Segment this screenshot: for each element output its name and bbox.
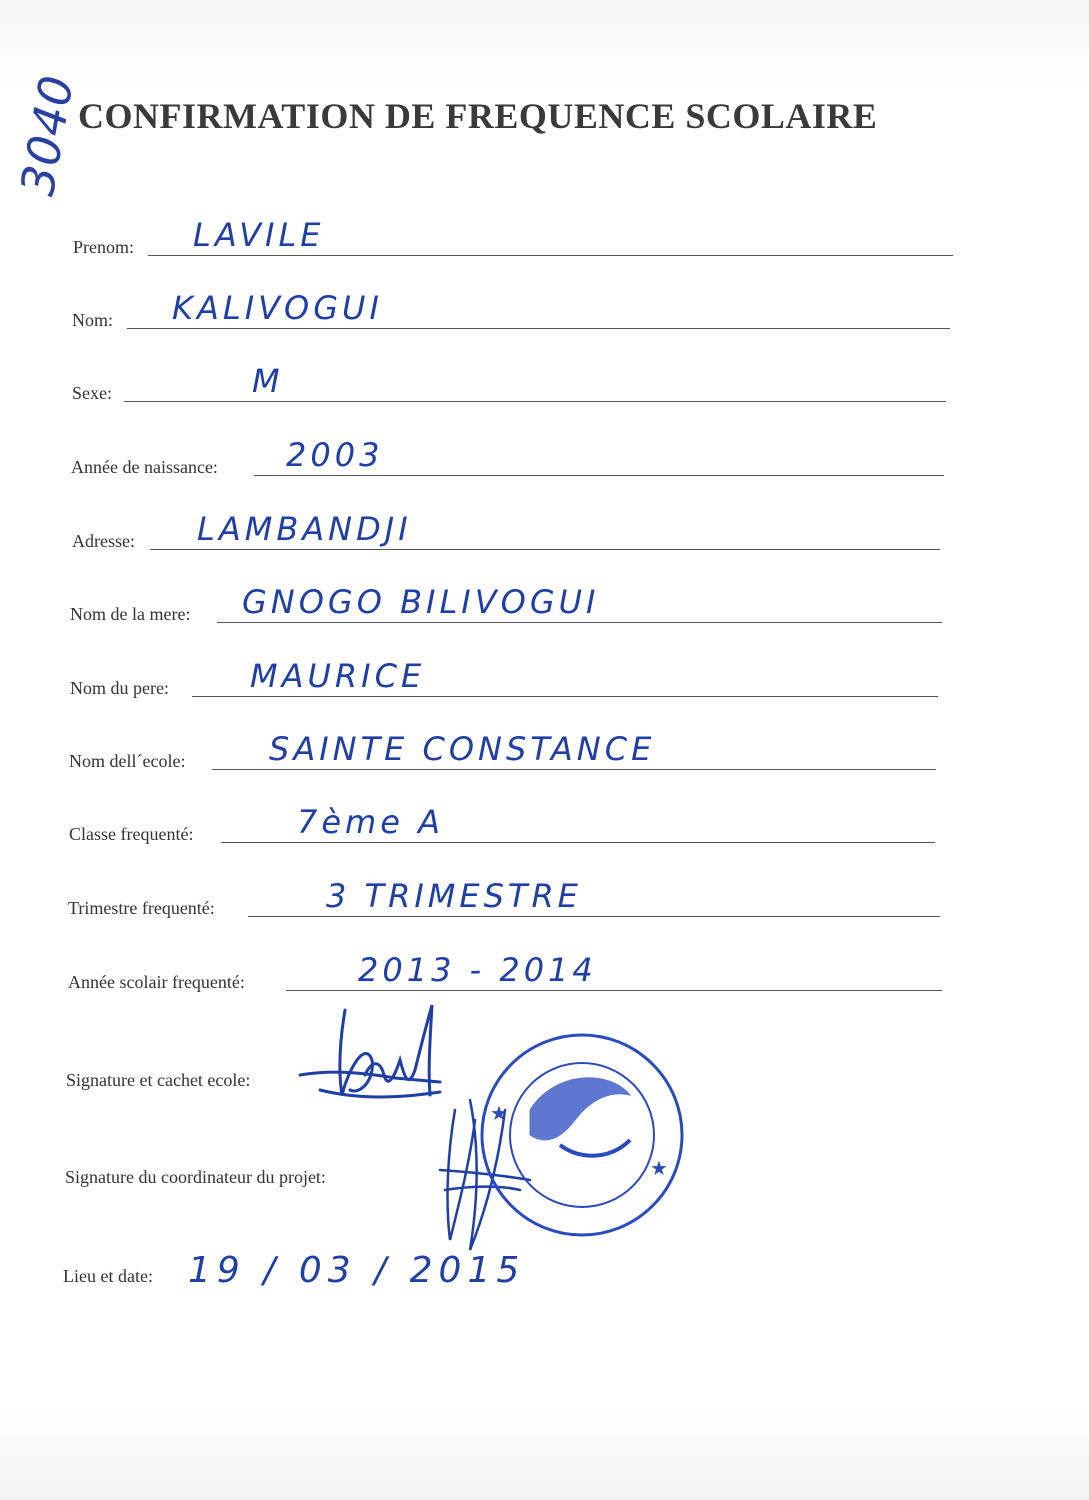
field-label: Année scolair frequenté: xyxy=(68,972,245,992)
field-value: 2003 xyxy=(286,436,384,474)
field-value: SAINTE CONSTANCE xyxy=(269,730,656,768)
field-label: Sexe: xyxy=(72,383,112,403)
signature-coordinator-label: Signature du coordinateur du projet: xyxy=(65,1167,326,1187)
field-label: Classe frequenté: xyxy=(69,824,194,844)
field-value: LAVILE xyxy=(193,216,325,254)
svg-text:★: ★ xyxy=(650,1156,668,1180)
field-label: Adresse: xyxy=(72,531,135,551)
school-signature xyxy=(300,1005,440,1097)
field-label: Année de naissance: xyxy=(71,457,218,477)
margin-note: 3040 xyxy=(10,70,85,200)
place-date-label: Lieu et date: xyxy=(63,1266,153,1286)
field-value: MAURICE xyxy=(250,657,426,695)
signature-school-label: Signature et cachet ecole: xyxy=(66,1070,251,1090)
field-value: LAMBANDJI xyxy=(197,510,412,548)
field-label: Nom: xyxy=(72,310,114,330)
coordinator-signature xyxy=(440,1100,530,1250)
school-stamp xyxy=(482,1035,682,1235)
field-value: 3 TRIMESTRE xyxy=(326,877,582,915)
field-value: KALIVOGUI xyxy=(172,289,383,327)
field-label: Nom dell´ecole: xyxy=(69,751,186,771)
field-value: 2013 - 2014 xyxy=(358,951,597,989)
field-label: Nom du pere: xyxy=(70,678,169,698)
field-value: M xyxy=(252,362,284,400)
field-label: Prenom: xyxy=(73,237,134,257)
document-title: CONFIRMATION DE FREQUENCE SCOLAIRE xyxy=(78,96,878,136)
svg-text:★: ★ xyxy=(490,1101,508,1125)
field-label: Nom de la mere: xyxy=(70,604,191,624)
place-date-value: 19 / 03 / 2015 xyxy=(188,1250,526,1291)
field-label: Trimestre frequenté: xyxy=(68,898,215,918)
field-value: 7ème A xyxy=(297,803,444,841)
field-value: GNOGO BILIVOGUI xyxy=(242,583,600,621)
